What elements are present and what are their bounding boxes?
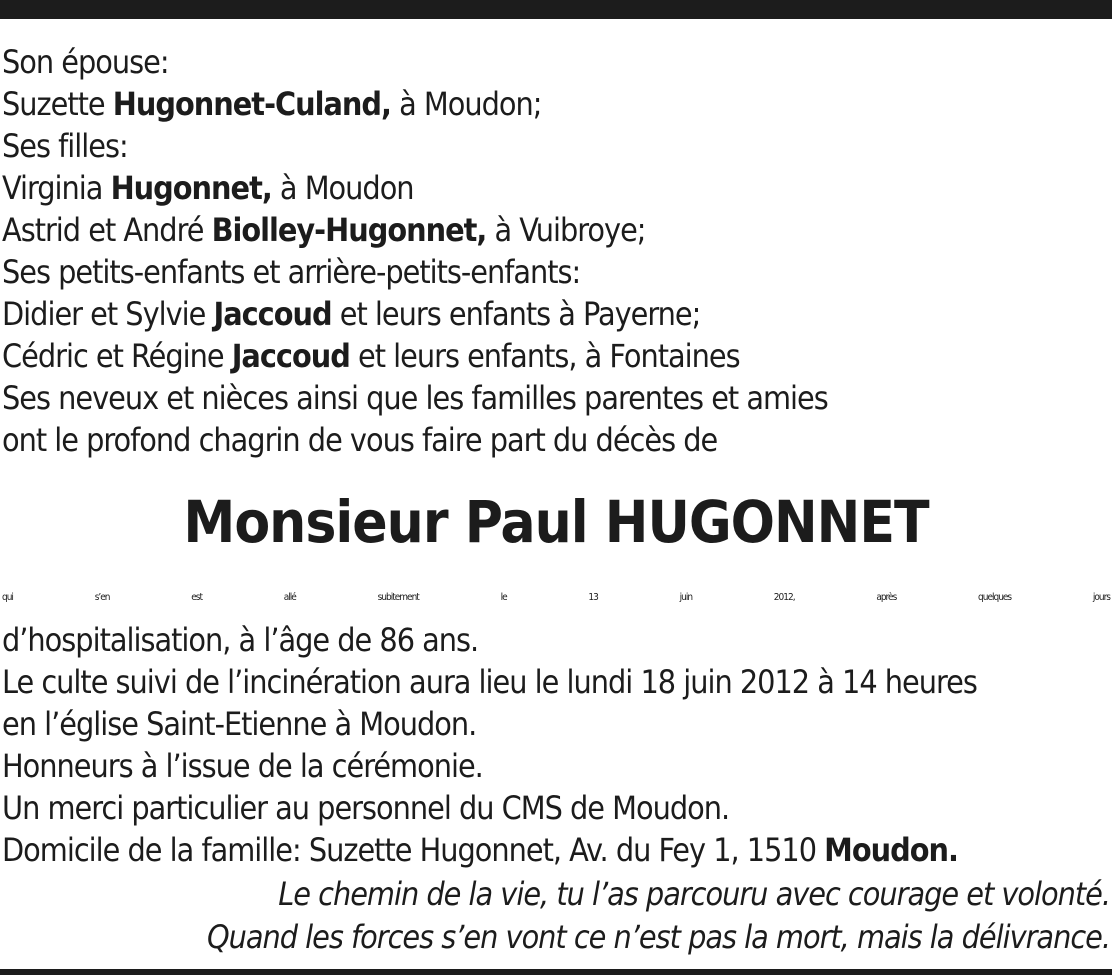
family-line-text: Ses neveux et nièces ainsi que les familles parentes et amies [2,379,828,417]
family-line-text: Son épouse: [2,43,169,81]
family-line [2,41,1110,83]
family-line-name: Hugonnet-Culand, [112,85,391,123]
deceased-name: Monsieur Paul HUGONNET [183,488,929,556]
family-line-text: Virginia [2,169,111,207]
family-line-text: Astrid et André [2,211,212,249]
family-list [2,41,1110,461]
family-line-name: Hugonnet, [110,169,272,207]
family-line [2,83,1110,125]
family-line [2,335,1110,377]
family-line [2,209,1110,251]
family-line [2,125,1110,167]
family-line [2,167,1110,209]
family-line-place: à Vuibroye; [486,211,646,249]
notice-details [2,577,1110,871]
family-line-text: Didier et Sylvie [2,295,214,333]
family-line-name: Jaccoud [213,295,332,333]
family-line [2,419,1110,461]
death-announcement-line: qui s’en est allé subitement le 13 juin 2012, après quelques jours [2,592,1110,603]
domicile-address: Domicile de la famille: Suzette Hugonnet, Av. du Fey 1, 1510 [2,831,825,869]
family-line-place: à Moudon; [390,85,542,123]
family-line [2,377,1110,419]
quote-line: Le chemin de la vie, tu l’as parcouru avec courage et volonté. [278,875,1110,913]
honours-line: Honneurs à l’issue de la cérémonie. [2,747,483,785]
family-line-text: Ses petits-enfants et arrière-petits-enfants: [2,253,581,291]
family-line-place: et leurs enfants à Payerne; [331,295,701,333]
death-announcement-line: d’hospitalisation, à l’âge de 86 ans. [2,621,479,659]
service-info-line: en l’église Saint-Etienne à Moudon. [2,705,477,743]
top-border-rule [0,0,1112,19]
family-line-place: à Moudon [271,169,414,207]
family-line-text: Cédric et Régine [2,337,232,375]
family-line-place: et leurs enfants, à Fontaines [349,337,740,375]
family-line [2,293,1110,335]
bottom-border-rule [0,969,1112,975]
memorial-quote [2,873,1110,959]
family-line [2,251,1110,293]
family-line-name: Jaccoud [231,337,350,375]
quote-line: Quand les forces s’en vont ce n’est pas la mort, mais la délivrance. [206,918,1110,956]
thanks-line: Un merci particulier au personnel du CMS de Moudon. [2,789,730,827]
domicile-line [2,829,1110,871]
family-line-name: Biolley-Hugonnet, [211,211,487,249]
family-line-text: Ses filles: [2,127,128,165]
family-line-text: Suzette [2,85,113,123]
obituary-notice [2,41,1110,959]
domicile-town: Moudon. [824,831,958,869]
family-line-text: ont le profond chagrin de vous faire part du décès de [2,421,718,459]
service-info-line: Le culte suivi de l’incinération aura lieu le lundi 18 juin 2012 à 14 heures [2,663,977,701]
